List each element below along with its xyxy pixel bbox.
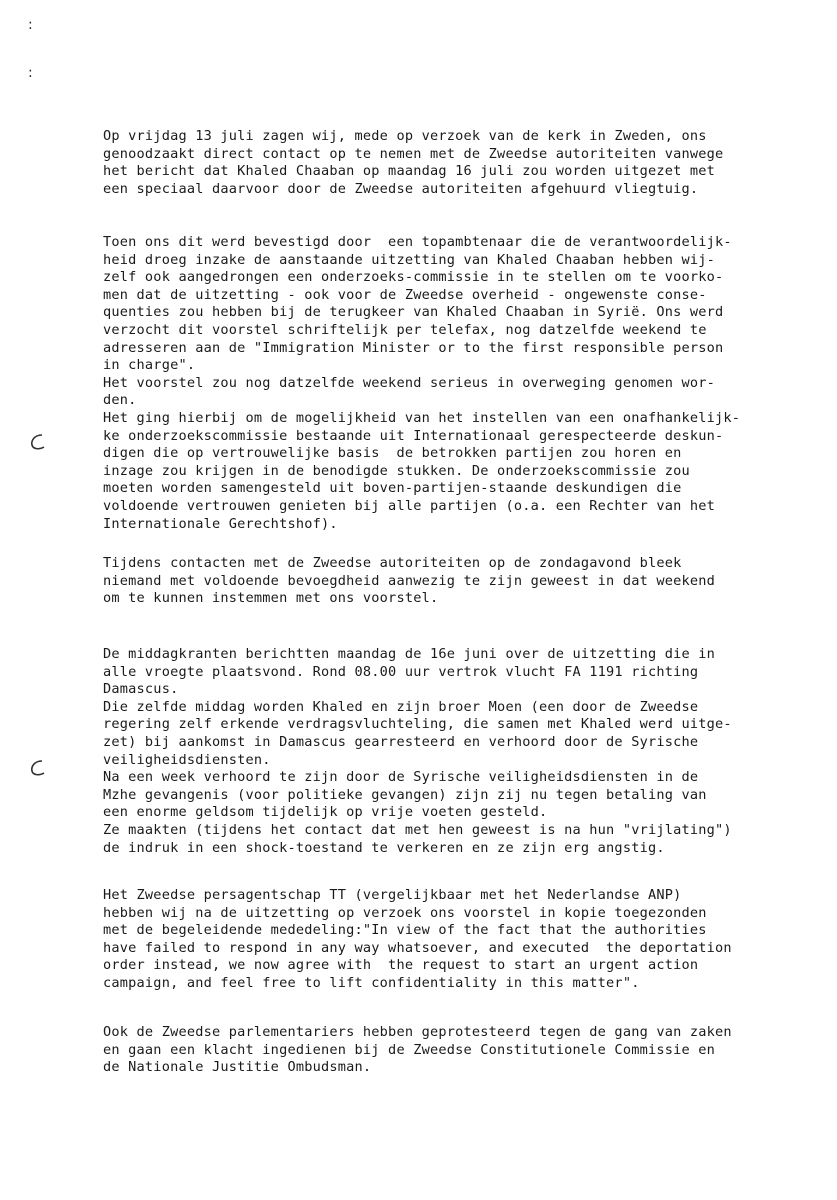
paragraph-sunday-contacts: Tijdens contacten met de Zweedse autoriteiten op de zondagavond bleek niemand met voldoende bevoegdheid aanwezig te zijn geweest in dat weekend om te kunnen instemmen met ons voorstel. xyxy=(103,555,716,607)
punch-hole-mark-upper xyxy=(28,432,48,452)
paragraph-press-agency: Het Zweedse persagentschap TT (vergelijkbaar met het Nederlandse ANP) hebben wij na de uitzetting op verzoek ons voorstel in kopie toegezonden met de begeleidende mededeling:"In view of the fact that the authorities have failed to respond in any way whatsoever, and executed the deportation order instead, we now agree with the request to start an urgent action campaign, and feel free to lift confidentiality in this matter". xyxy=(103,887,732,991)
margin-mark-second: : xyxy=(28,65,33,81)
paragraph-commission-proposal: Toen ons dit werd bevestigd door een topambtenaar die de verantwoordelijk- heid droeg inzake de aanstaande uitzetting van Khaled Chaaban hebben wij- zelf ook aangedrongen een onderzoeks-commissie in te stellen om te voorko- men dat de uitzetting - ook voor de Zweedse overheid - ongewenste conse- quenties zou hebben bij de terugkeer van Khaled Chaaban in Syrië. Ons werd verzocht dit voorstel schriftelijk per telefax, nog datzelfde weekend te adresseren aan de "Immigration Minister or to the first responsible person in charge". Het voorstel zou nog datzelfde weekend serieus in overweging genomen wor- den. Het ging hierbij om de mogelijkheid van het instellen van een onafhankelijk- ke onderzoekscommissie bestaande uit Internationaal gerespecteerde deskun- digen die op vertrouwelijke basis de betrokken partijen zou horen en inzage zou krijgen in de benodigde stukken. De onderzoekscommissie zou moeten worden samengesteld uit boven-partijen-staande deskundigen die voldoende vertrouwen genieten bij alle partijen (o.a. een Rechter van het Internationale Gerechtshof). xyxy=(103,234,741,532)
margin-mark-top: : xyxy=(28,17,33,33)
paragraph-deportation-arrest: De middagkranten berichtten maandag de 16e juni over de uitzetting die in alle vroegte plaatsvond. Rond 08.00 uur vertrok vlucht FA 1191 richting Damascus. Die zelfde middag worden Khaled en zijn broer Moen (een door de Zweedse regering zelf erkende verdragsvluchteling, die samen met Khaled werd uitge- zet) bij aankomst in Damascus gearresteerd en verhoord door de Syrische veiligheidsdiensten. Na een week verhoord te zijn door de Syrische veiligheidsdiensten in de Mzhe gevangenis (voor politieke gevangen) zijn zij nu tegen betaling van een enorme geldsom tijdelijk op vrije voeten gesteld. Ze maakten (tijdens het contact dat met hen geweest is na hun "vrijlating") de indruk in een shock-toestand te verkeren en ze zijn erg angstig. xyxy=(103,646,732,856)
paragraph-parliament-complaint: Ook de Zweedse parlementariers hebben geprotesteerd tegen de gang van zaken en gaan een klacht ingedienen bij de Zweedse Constitutionele Commissie en de Nationale Justitie Ombudsman. xyxy=(103,1024,732,1076)
punch-hole-mark-lower xyxy=(28,758,48,778)
paragraph-contact-request: Op vrijdag 13 juli zagen wij, mede op verzoek van de kerk in Zweden, ons genoodzaakt direct contact op te nemen met de Zweedse autoriteiten vanwege het bericht dat Khaled Chaaban op maandag 16 juli zou worden uitgezet met een speciaal daarvoor door de Zweedse autoriteiten afgehuurd vliegtuig. xyxy=(103,128,724,197)
